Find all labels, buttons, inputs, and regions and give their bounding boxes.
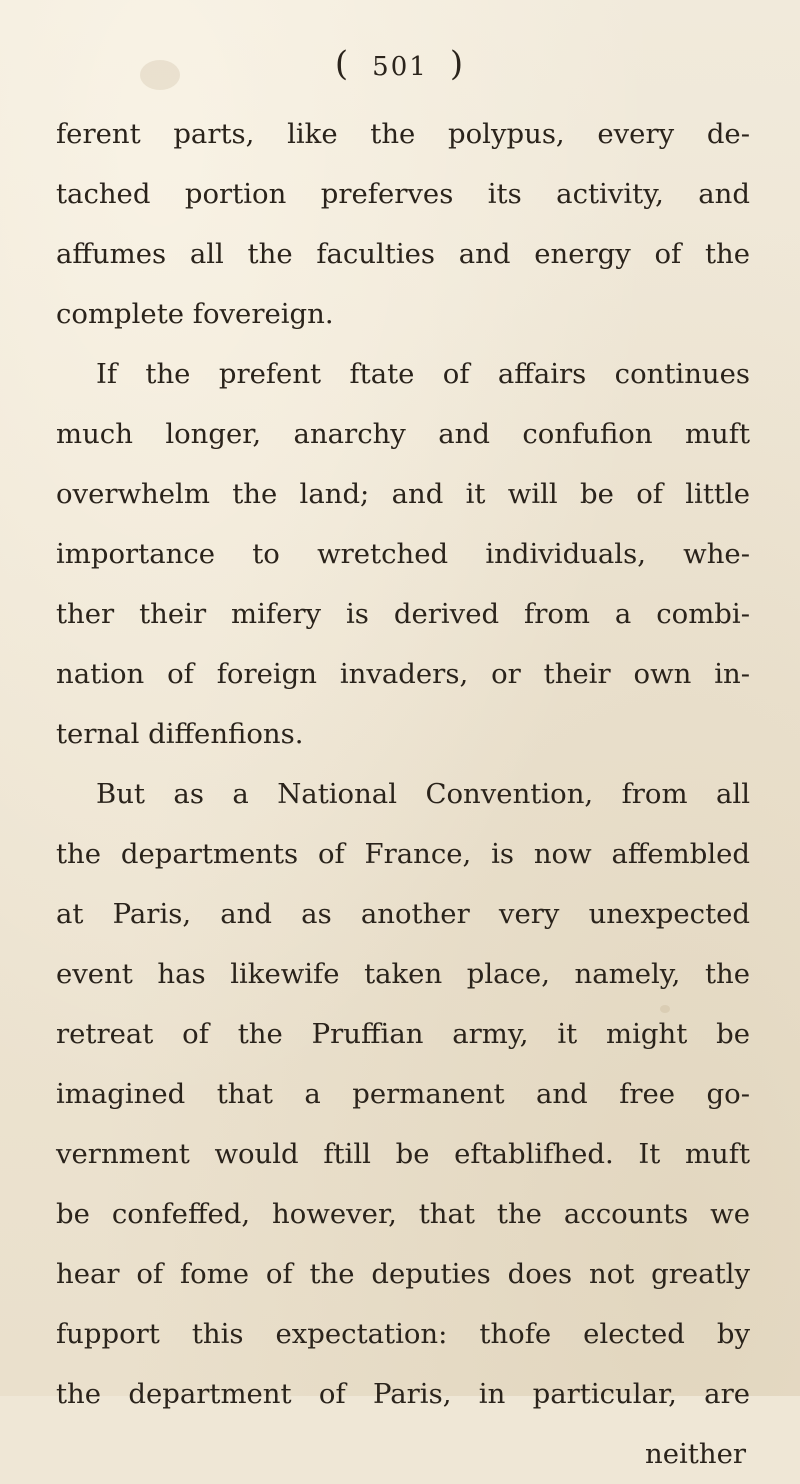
text-line: complete fovereign. — [56, 298, 334, 330]
open-paren: ( — [334, 44, 351, 84]
text-line: nation of foreign invaders, or their own in- — [56, 658, 750, 690]
text-line: If the prefent ftate of affairs continues — [96, 358, 750, 390]
catchword: neither — [645, 1438, 746, 1470]
text-line: vernment would ftill be eftablifhed. It muft — [56, 1138, 750, 1170]
text-line: the department of Paris, in particular, are — [56, 1378, 750, 1410]
text-line: the departments of France, is now affembled — [56, 838, 750, 870]
text-line: retreat of the Pruffian army, it might be — [56, 1018, 750, 1050]
body-text — [56, 104, 750, 1484]
text-line: ternal diffenfions. — [56, 718, 304, 750]
text-line: overwhelm the land; and it will be of little — [56, 478, 750, 510]
text-line: be confeffed, however, that the accounts we — [56, 1198, 750, 1230]
text-line: ferent parts, like the polypus, every de- — [56, 118, 750, 150]
text-line: much longer, anarchy and confufion muft — [56, 418, 750, 450]
text-line: at Paris, and as another very unexpected — [56, 898, 750, 930]
text-line: tached portion preferves its activity, and — [56, 178, 750, 210]
page-header — [0, 44, 800, 84]
close-paren: ) — [449, 44, 466, 84]
text-line: hear of fome of the deputies does not greatly — [56, 1258, 750, 1290]
text-line: imagined that a permanent and free go- — [56, 1078, 750, 1110]
text-line: importance to wretched individuals, whe- — [56, 538, 750, 570]
text-line: ther their mifery is derived from a combi- — [56, 598, 750, 630]
page-number: 501 — [372, 52, 428, 82]
text-line: fupport this expectation: thofe elected by — [56, 1318, 750, 1350]
text-line: But as a National Convention, from all — [96, 778, 750, 810]
text-line: affumes all the faculties and energy of the — [56, 238, 750, 270]
text-line: event has likewife taken place, namely, the — [56, 958, 750, 990]
